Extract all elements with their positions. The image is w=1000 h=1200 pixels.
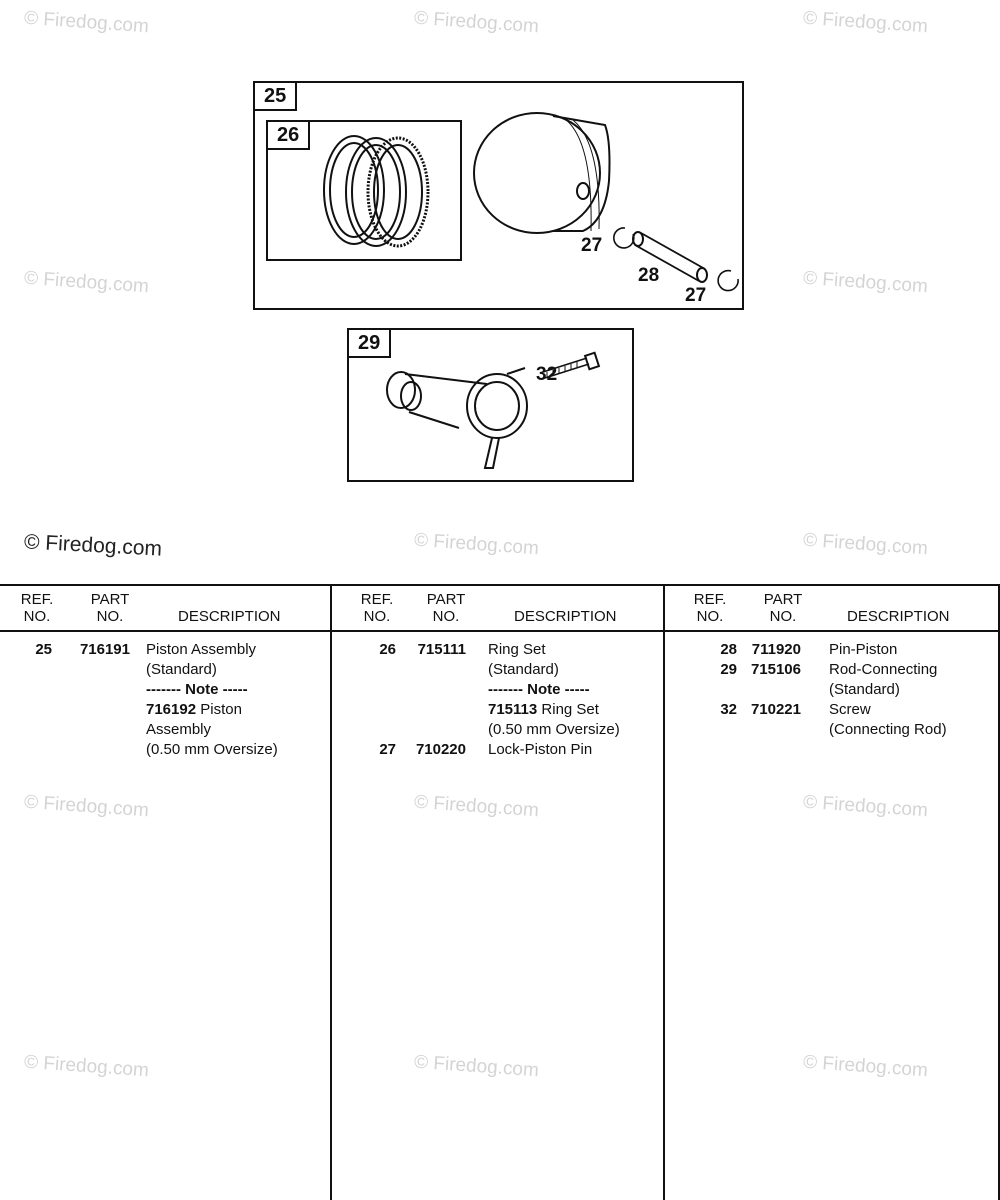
watermark: © Firedog.com [802, 1051, 929, 1082]
note-part-number: 715113 [488, 701, 538, 718]
table-row [332, 740, 665, 760]
part-description: (Standard) [146, 661, 217, 678]
part-description: ------- Note ----- [146, 681, 248, 698]
group-label-26: 26 [266, 120, 310, 150]
table-row [0, 660, 332, 680]
callout-32: 32 [536, 364, 558, 385]
header-description: DESCRIPTION [178, 608, 281, 625]
note-part-number: 716192 [146, 701, 197, 718]
header-part-no: PART NO. [90, 591, 130, 625]
part-description: (Connecting Rod) [829, 721, 947, 738]
header-ref-no: REF. NO. [20, 591, 54, 625]
callout-27-right: 27 [685, 285, 707, 306]
part-description: Pin-Piston [829, 641, 898, 658]
table-header [0, 586, 332, 632]
part-description: Rod-Connecting [829, 661, 938, 678]
watermark: © Firedog.com [413, 791, 540, 822]
parts-column-1 [0, 586, 332, 1200]
table-row [0, 720, 332, 740]
table-row [665, 640, 998, 660]
header-part-no: PART NO. [426, 591, 466, 625]
part-description: Ring Set [488, 641, 546, 658]
table-row [332, 660, 665, 680]
table-row [0, 680, 332, 700]
part-number: 715111 [417, 641, 466, 658]
part-description: ------- Note ----- [488, 681, 590, 698]
callout-28: 28 [638, 265, 660, 286]
piston-assembly-diagram [253, 81, 744, 310]
watermark: © Firedog.com [413, 1051, 540, 1082]
connecting-rod-illustration [347, 328, 634, 482]
watermark: © Firedog.com [23, 791, 150, 822]
group-label-29: 29 [347, 328, 391, 358]
note-description: Ring Set [537, 701, 599, 718]
table-row [332, 700, 665, 720]
header-description: DESCRIPTION [847, 608, 950, 625]
part-description [146, 700, 242, 720]
note-description: Piston [196, 701, 242, 718]
watermark: © Firedog.com [413, 7, 540, 38]
part-number: 710221 [750, 701, 801, 718]
header-description: DESCRIPTION [514, 608, 617, 625]
watermark: © Firedog.com [413, 529, 540, 560]
watermark: © Firedog.com [23, 267, 150, 298]
part-description: Screw [829, 701, 871, 718]
part-description: (Standard) [829, 681, 900, 698]
parts-table [0, 584, 1000, 1200]
table-rows [665, 640, 998, 740]
ref-number: 25 [35, 641, 52, 658]
table-row [0, 740, 332, 760]
part-number: 711920 [751, 641, 801, 658]
part-number: 716191 [79, 641, 130, 658]
table-row [665, 700, 998, 720]
group-label-25: 25 [253, 81, 297, 111]
part-description [488, 700, 599, 720]
header-ref-no: REF. NO. [693, 591, 727, 625]
parts-column-2 [330, 586, 665, 1200]
part-description: (Standard) [488, 661, 559, 678]
watermark: © Firedog.com [802, 7, 929, 38]
table-row [665, 680, 998, 700]
watermark-credit: © Firedog.com [23, 530, 163, 561]
part-description: (0.50 mm Oversize) [146, 741, 278, 758]
watermark: © Firedog.com [23, 7, 150, 38]
ref-number: 29 [720, 661, 737, 678]
table-row [0, 700, 332, 720]
connecting-rod-diagram [347, 328, 634, 482]
table-rows [332, 640, 665, 760]
part-description: Assembly [146, 721, 212, 738]
part-description: (0.50 mm Oversize) [488, 721, 620, 738]
watermark: © Firedog.com [802, 529, 929, 560]
table-header [332, 586, 665, 632]
header-ref-no: REF. NO. [360, 591, 394, 625]
part-number: 710220 [415, 741, 466, 758]
table-header [665, 586, 998, 632]
watermark: © Firedog.com [23, 1051, 150, 1082]
ref-number: 26 [379, 641, 396, 658]
table-row [332, 720, 665, 740]
part-number: 715106 [750, 661, 801, 678]
table-row [665, 720, 998, 740]
watermark: © Firedog.com [802, 267, 929, 298]
callout-27-left: 27 [581, 235, 603, 256]
part-description: Lock-Piston Pin [488, 741, 593, 758]
header-part-no: PART NO. [763, 591, 803, 625]
watermark: © Firedog.com [802, 791, 929, 822]
table-row [665, 660, 998, 680]
ref-number: 27 [379, 741, 396, 758]
piston-illustration [253, 81, 744, 310]
part-description: Piston Assembly [146, 641, 257, 658]
ref-number: 28 [720, 641, 737, 658]
table-row [332, 680, 665, 700]
table-row [0, 640, 332, 660]
parts-column-3 [663, 586, 1000, 1200]
ref-number: 32 [720, 701, 737, 718]
table-row [332, 640, 665, 660]
table-rows [0, 640, 332, 760]
